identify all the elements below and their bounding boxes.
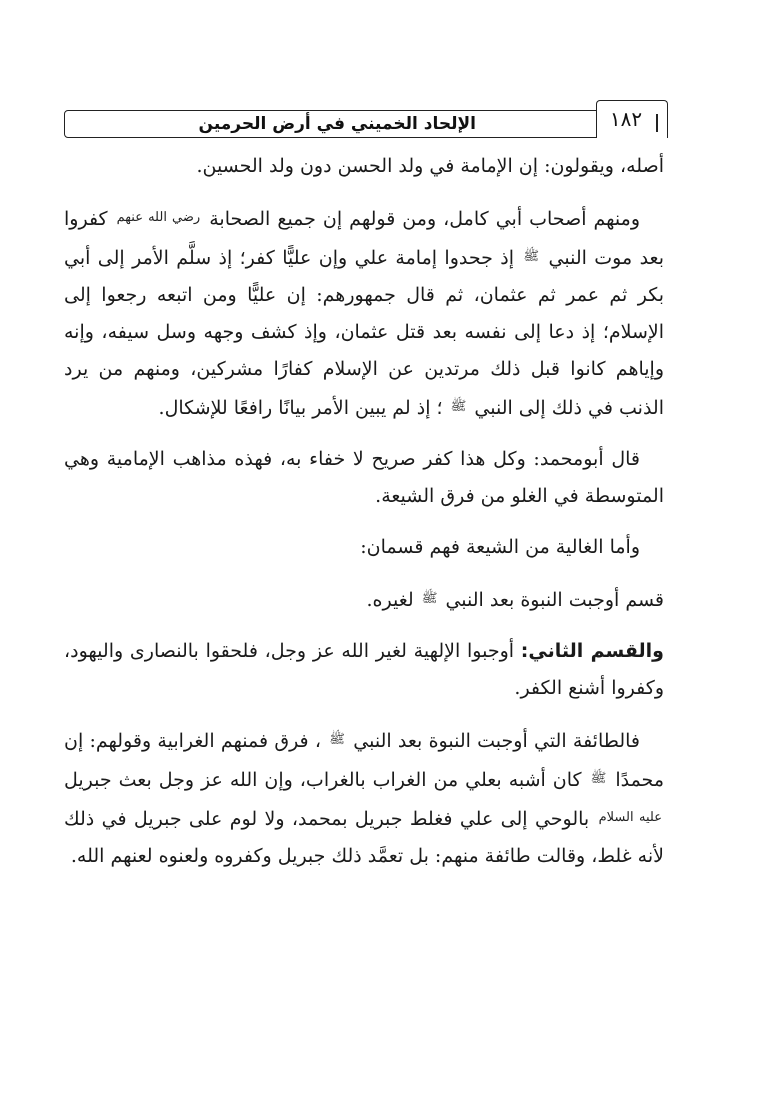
paragraph-text: كفروا بعد موت النبي (64, 208, 664, 269)
paragraph-text: ، فرق فمنهم الغرابية وقولهم: إن محمدًا (64, 730, 664, 791)
paragraph-ghaliya (64, 529, 664, 566)
page-body (64, 148, 664, 889)
paragraph-second-category (64, 633, 664, 707)
paragraph-heading: والقسم الثاني: (520, 640, 664, 662)
paragraph-abu-kamil (64, 199, 664, 427)
paragraph-text: أصله، ويقولون: إن الإمامة في ولد الحسن دون ولد الحسين. (196, 155, 664, 177)
paragraph-text: إذ جحدوا إمامة علي وإن عليًّا كفر؛ إذ سلَّم الأمر إلى أبي بكر ثم عمر ثم عثمان، ثم قال جمهورهم: إن عليًّا ومن اتبعه رجعوا إلى الإسلام؛ إذ دعا إلى نفسه بعد قتل عثمان، وإذ كشف وجهه وسل سيفه، وإنه وإياهم كانوا قبل ذلك مرتدين عن الإسلام كفارًا مشركين، ومنهم من يرد الذنب في ذلك إلى النبي (64, 247, 664, 419)
paragraph-text: وأما الغالية من الشيعة فهم قسمان: (360, 536, 640, 558)
honorific-radi-icon: رضي الله عنهم (116, 210, 201, 225)
honorific-salla-icon: ﷺ (590, 771, 607, 786)
paragraph-text: بالوحي إلى علي فغلط جبريل بمحمد، ولا لوم على جبريل في ذلك لأنه غلط، وقالت طائفة منهم: بل تعمَّد ذلك جبريل وكفروه ولعنوه لعنهم الله. (64, 808, 664, 867)
paragraph-text: لغيره. (366, 589, 414, 611)
honorific-salla-icon: ﷺ (329, 732, 346, 747)
page-number-divider (656, 114, 658, 132)
honorific-salla-icon: ﷺ (450, 399, 467, 414)
paragraph-text: ؛ إذ لم يبين الأمر بيانًا رافعًا للإشكال. (158, 397, 443, 419)
paragraph-text: كان أشبه بعلي من الغراب بالغراب، وإن الله عز وجل بعث جبريل (64, 769, 582, 791)
honorific-alayhi-icon: عليه السلام (598, 810, 662, 825)
paragraph-text: أوجبوا الإلهية لغير الله عز وجل، فلحقوا بالنصارى واليهود، وكفروا أشنع الكفر. (64, 640, 664, 699)
paragraph-text: ومنهم أصحاب أبي كامل، ومن قولهم إن جميع الصحابة (209, 208, 640, 230)
honorific-salla-icon: ﷺ (523, 249, 540, 264)
paragraph-text: قال أبومحمد: وكل هذا كفر صريح لا خفاء به، فهذه مذاهب الإمامية وهي المتوسطة في الغلو من فرق الشيعة. (64, 448, 664, 507)
paragraph-text: قسم أوجبت النبوة بعد النبي (445, 589, 664, 611)
honorific-salla-icon: ﷺ (421, 591, 438, 606)
paragraph-first-category (64, 580, 664, 619)
paragraph-abu-muhammad (64, 441, 664, 515)
paragraph-text: فالطائفة التي أوجبت النبوة بعد النبي (353, 730, 641, 752)
running-header-title: الإلحاد الخميني في أرض الحرمين (198, 114, 476, 134)
paragraph-continuation (64, 148, 664, 185)
paragraph-ghurabiya (64, 721, 664, 875)
page-number: ١٨٢ (609, 107, 643, 131)
